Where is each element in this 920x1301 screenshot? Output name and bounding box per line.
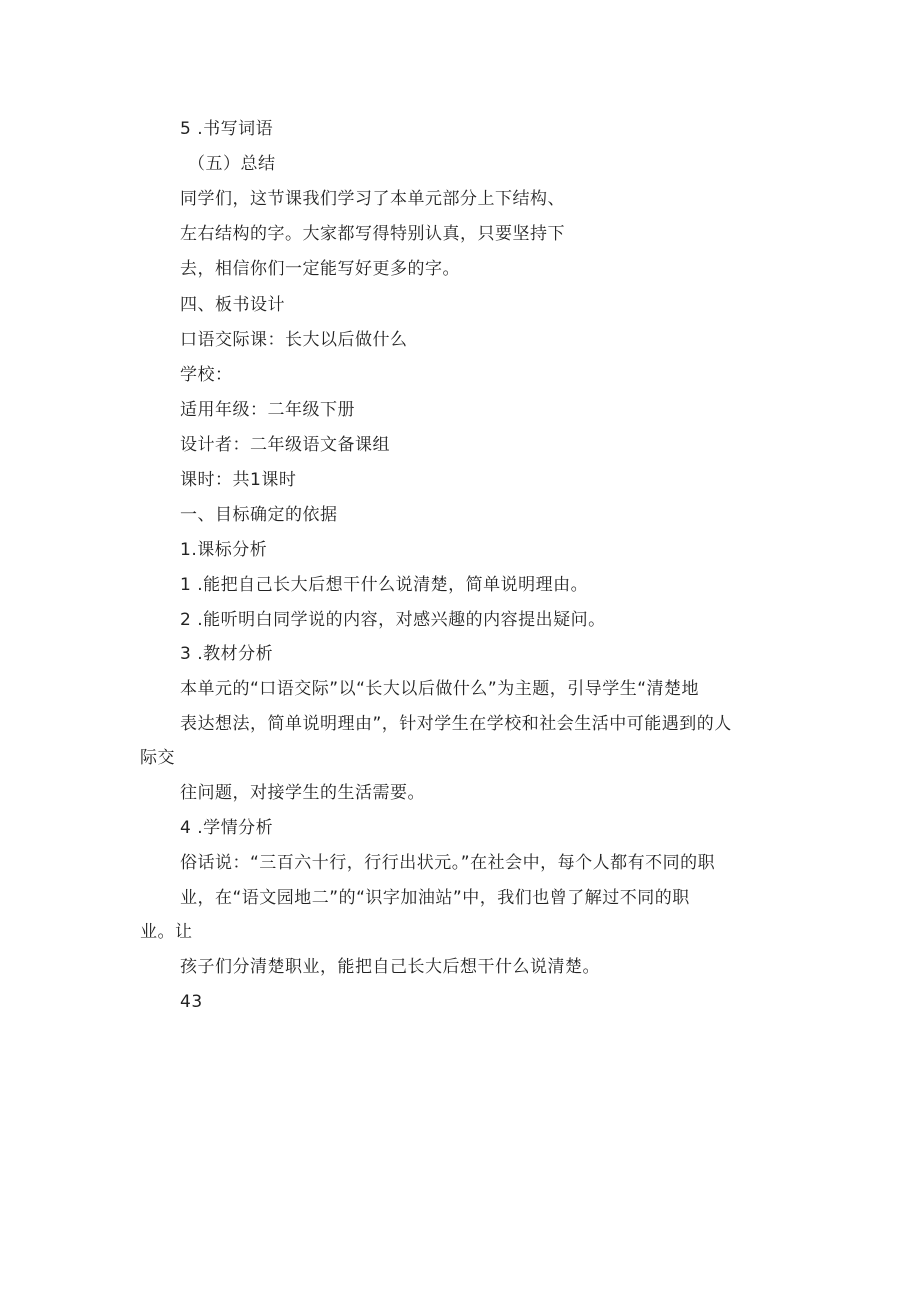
text-line: 口语交际课：长大以后做什么 — [180, 330, 408, 350]
text-line: 课时：共1课时 — [180, 470, 297, 490]
section-heading: 四、板书设计 — [180, 295, 285, 315]
text-line: 同学们，这节课我们学习了本单元部分上下结构、 — [180, 189, 565, 209]
subsection-heading: 3 .教材分析 — [180, 644, 274, 664]
text-line: 往问题，对接学生的生活需要。 — [180, 783, 425, 803]
text-line: 左右结构的字。大家都写得特别认真，只要坚持下 — [180, 224, 565, 244]
text-line: 孩子们分清楚职业，能把自己长大后想干什么说清楚。 — [180, 957, 600, 977]
text-line: 适用年级：二年级下册 — [180, 400, 355, 420]
section-heading: （五）总结 — [188, 154, 276, 174]
subsection-heading: 4 .学情分析 — [180, 818, 274, 838]
text-line: 学校： — [180, 365, 233, 385]
text-line: 去，相信你们一定能写好更多的字。 — [180, 259, 460, 279]
text-line: 业，在“语文园地二”的“识字加油站”中，我们也曾了解过不同的职 — [180, 888, 690, 908]
list-item: 1 .能把自己长大后想干什么说清楚，简单说明理由。 — [180, 575, 589, 595]
text-line: 业。让 — [140, 922, 193, 942]
list-item: 2 .能听明白同学说的内容，对感兴趣的内容提出疑问。 — [180, 610, 606, 630]
section-heading: 一、目标确定的依据 — [180, 505, 338, 525]
text-line: 表达想法，简单说明理由”，针对学生在学校和社会生活中可能遇到的人 — [180, 714, 732, 734]
page-number: 43 — [180, 992, 203, 1012]
text-line: 本单元的“口语交际”以“长大以后做什么”为主题，引导学生“清楚地 — [180, 679, 700, 699]
subsection-heading: 1.课标分析 — [180, 540, 268, 560]
text-line: 设计者：二年级语文备课组 — [180, 435, 390, 455]
text-line: 际交 — [140, 748, 175, 768]
text-line: 5 .书写词语 — [180, 119, 274, 139]
text-line: 俗话说：“三百六十行，行行出状元。”在社会中，每个人都有不同的职 — [180, 853, 716, 873]
